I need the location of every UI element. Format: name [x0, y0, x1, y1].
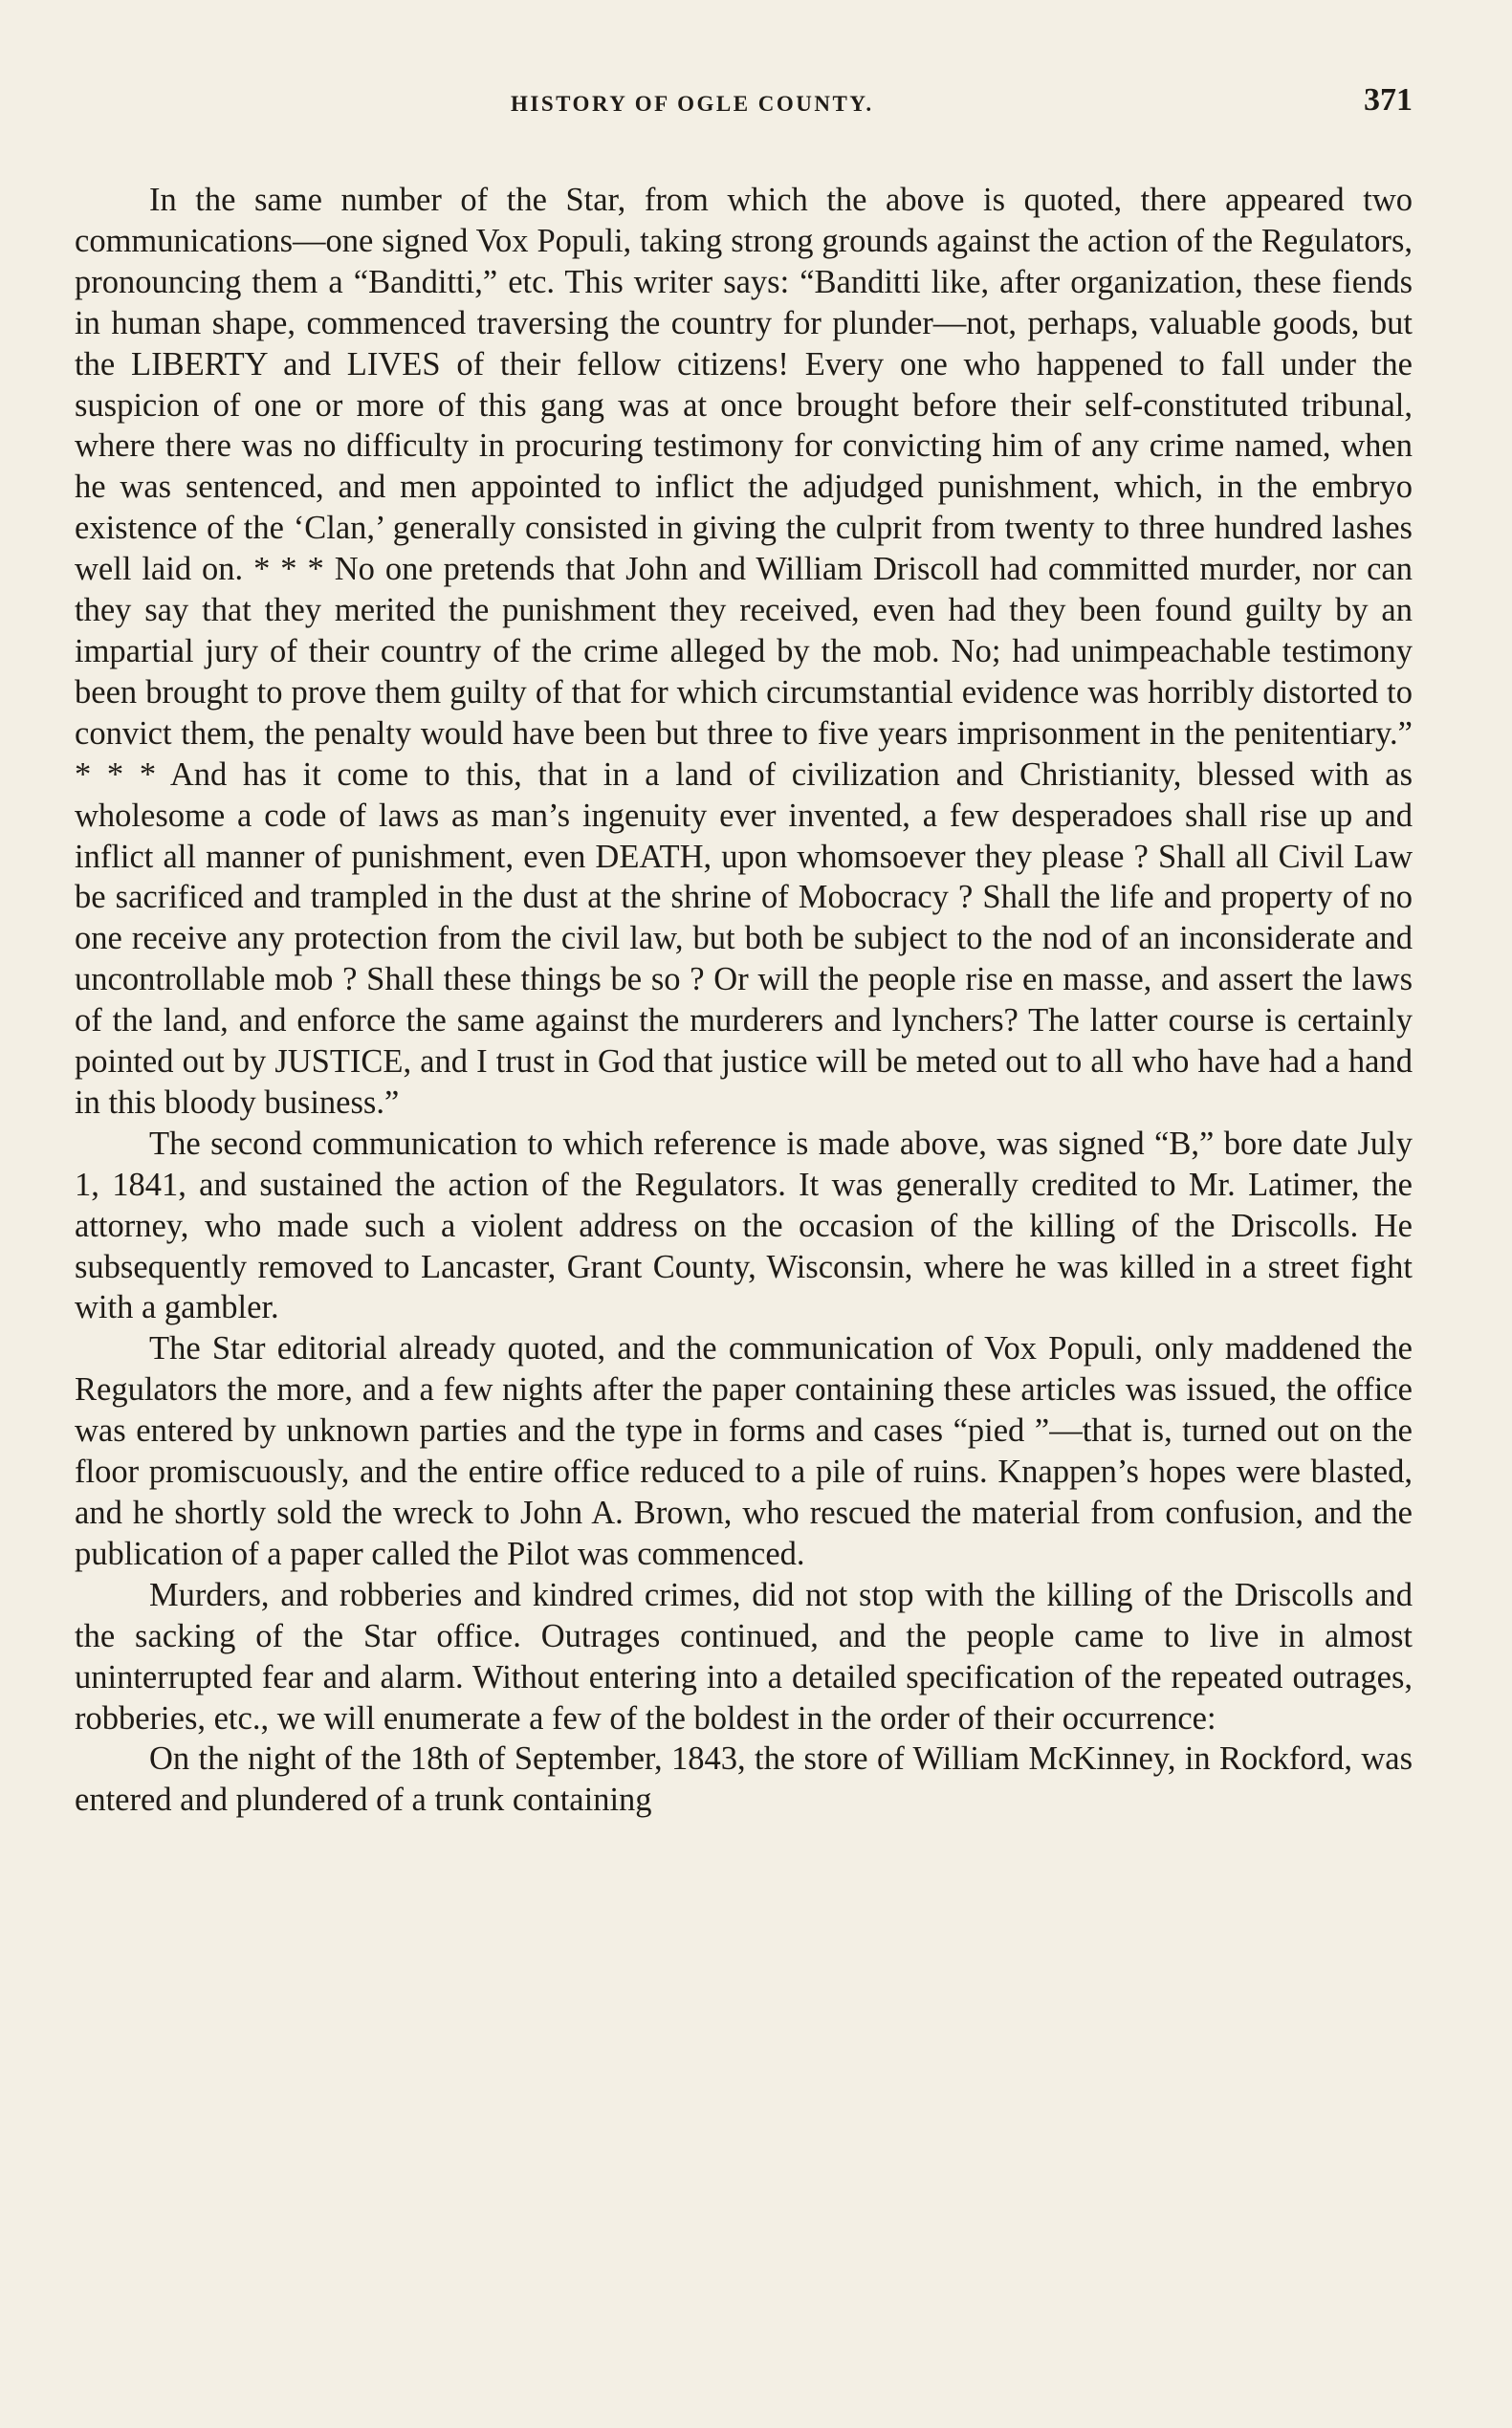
paragraph-second-communication: The second communication to which reference is made above, was signed “B,” bore date July 1, 1841, and sustained the action of the Regulators. It was generally credited to Mr. Latimer, the attorney, who made such a violent address on the occasion of the killing of the Driscolls. He subsequently removed to Lancaster, Grant County, Wisconsin, where he was killed in a street fight with a gambler. [75, 1125, 1413, 1326]
paragraph-outrages-continued: Murders, and robberies and kindred crimes, did not stop with the killing of the Driscolls and the sacking of the Star office. Outrages continued, and the people came to live in almost uninterrupted fear and alarm. Without entering into a detailed specification of the repeated outrages, robberies, etc., we will enumerate a few of the boldest in the order of their occurrence: [75, 1576, 1413, 1737]
paragraph-mckinney-store: On the night of the 18th of September, 1843, the store of William McKinney, in Rockford, was entered and plundered of a trunk containing [75, 1740, 1413, 1819]
page-number: 371 [1364, 82, 1413, 118]
paragraph-star-communications: In the same number of the Star, from which the above is quoted, there appeared two communications—one signed Vox Populi, taking strong grounds against the action of the Regulators, pronouncing them a “Banditti,” etc. This writer says: “Banditti like, after organization, these fiends in human shape, commenced traversing the country for plunder—not, perhaps, valuable goods, but the LIBERTY and LIVES of their fellow citizens! Every one who happened to fall under the suspicion of one or more of this gang was at once brought before their self-constituted tribunal, where there was no difficulty in procuring testimony for convicting him of any crime named, when he was sentenced, and men appointed to inflict the adjudged punishment, which, in the embryo existence of the ‘Clan,’ generally consisted in giving the culprit from twenty to three hundred lashes well laid on. * * * No one pretends that John and William Driscoll had committed murder, nor can they say that they merited the punishment they received, even had they been found guilty by an impartial jury of their country of the crime alleged by the mob. No; had unimpeachable testimony been brought to prove them guilty of that for which circumstantial evidence was horribly distorted to convict them, the penalty would have been but three to five years imprisonment in the penitentiary.” * * * And has it come to this, that in a land of civilization and Christianity, blessed with as wholesome a code of laws as man’s ingenuity ever invented, a few desperadoes shall rise up and inflict all manner of punishment, even DEATH, upon whomsoever they please ? Shall all Civil Law be sacrificed and trampled in the dust at the shrine of Mobocracy ? Shall the life and property of no one receive any protection from the civil law, but both be subject to the nod of an inconsiderate and uncontrollable mob ? Shall these things be so ? Or will the people rise en masse, and assert the laws of the land, and enforce the same against the murderers and lynchers? The latter course is certainly pointed out by JUSTICE, and I trust in God that justice will be meted out to all who have had a hand in this bloody business.” [75, 182, 1413, 1121]
running-head [75, 82, 1413, 134]
paragraph-star-office-sacked: The Star editorial already quoted, and the communication of Vox Populi, only maddened the Regulators the more, and a few nights after the paper containing these articles was issued, the office was entered by unknown parties and the type in forms and cases “pied ”—that is, turned out on the floor promiscuously, and the entire office reduced to a pile of ruins. Knappen’s hopes were blasted, and he shortly sold the wreck to John A. Brown, who rescued the material from confusion, and the publication of a paper called the Pilot was commenced. [75, 1330, 1413, 1572]
body-text [75, 180, 1413, 1821]
running-title: HISTORY OF OGLE COUNTY. [511, 92, 874, 116]
